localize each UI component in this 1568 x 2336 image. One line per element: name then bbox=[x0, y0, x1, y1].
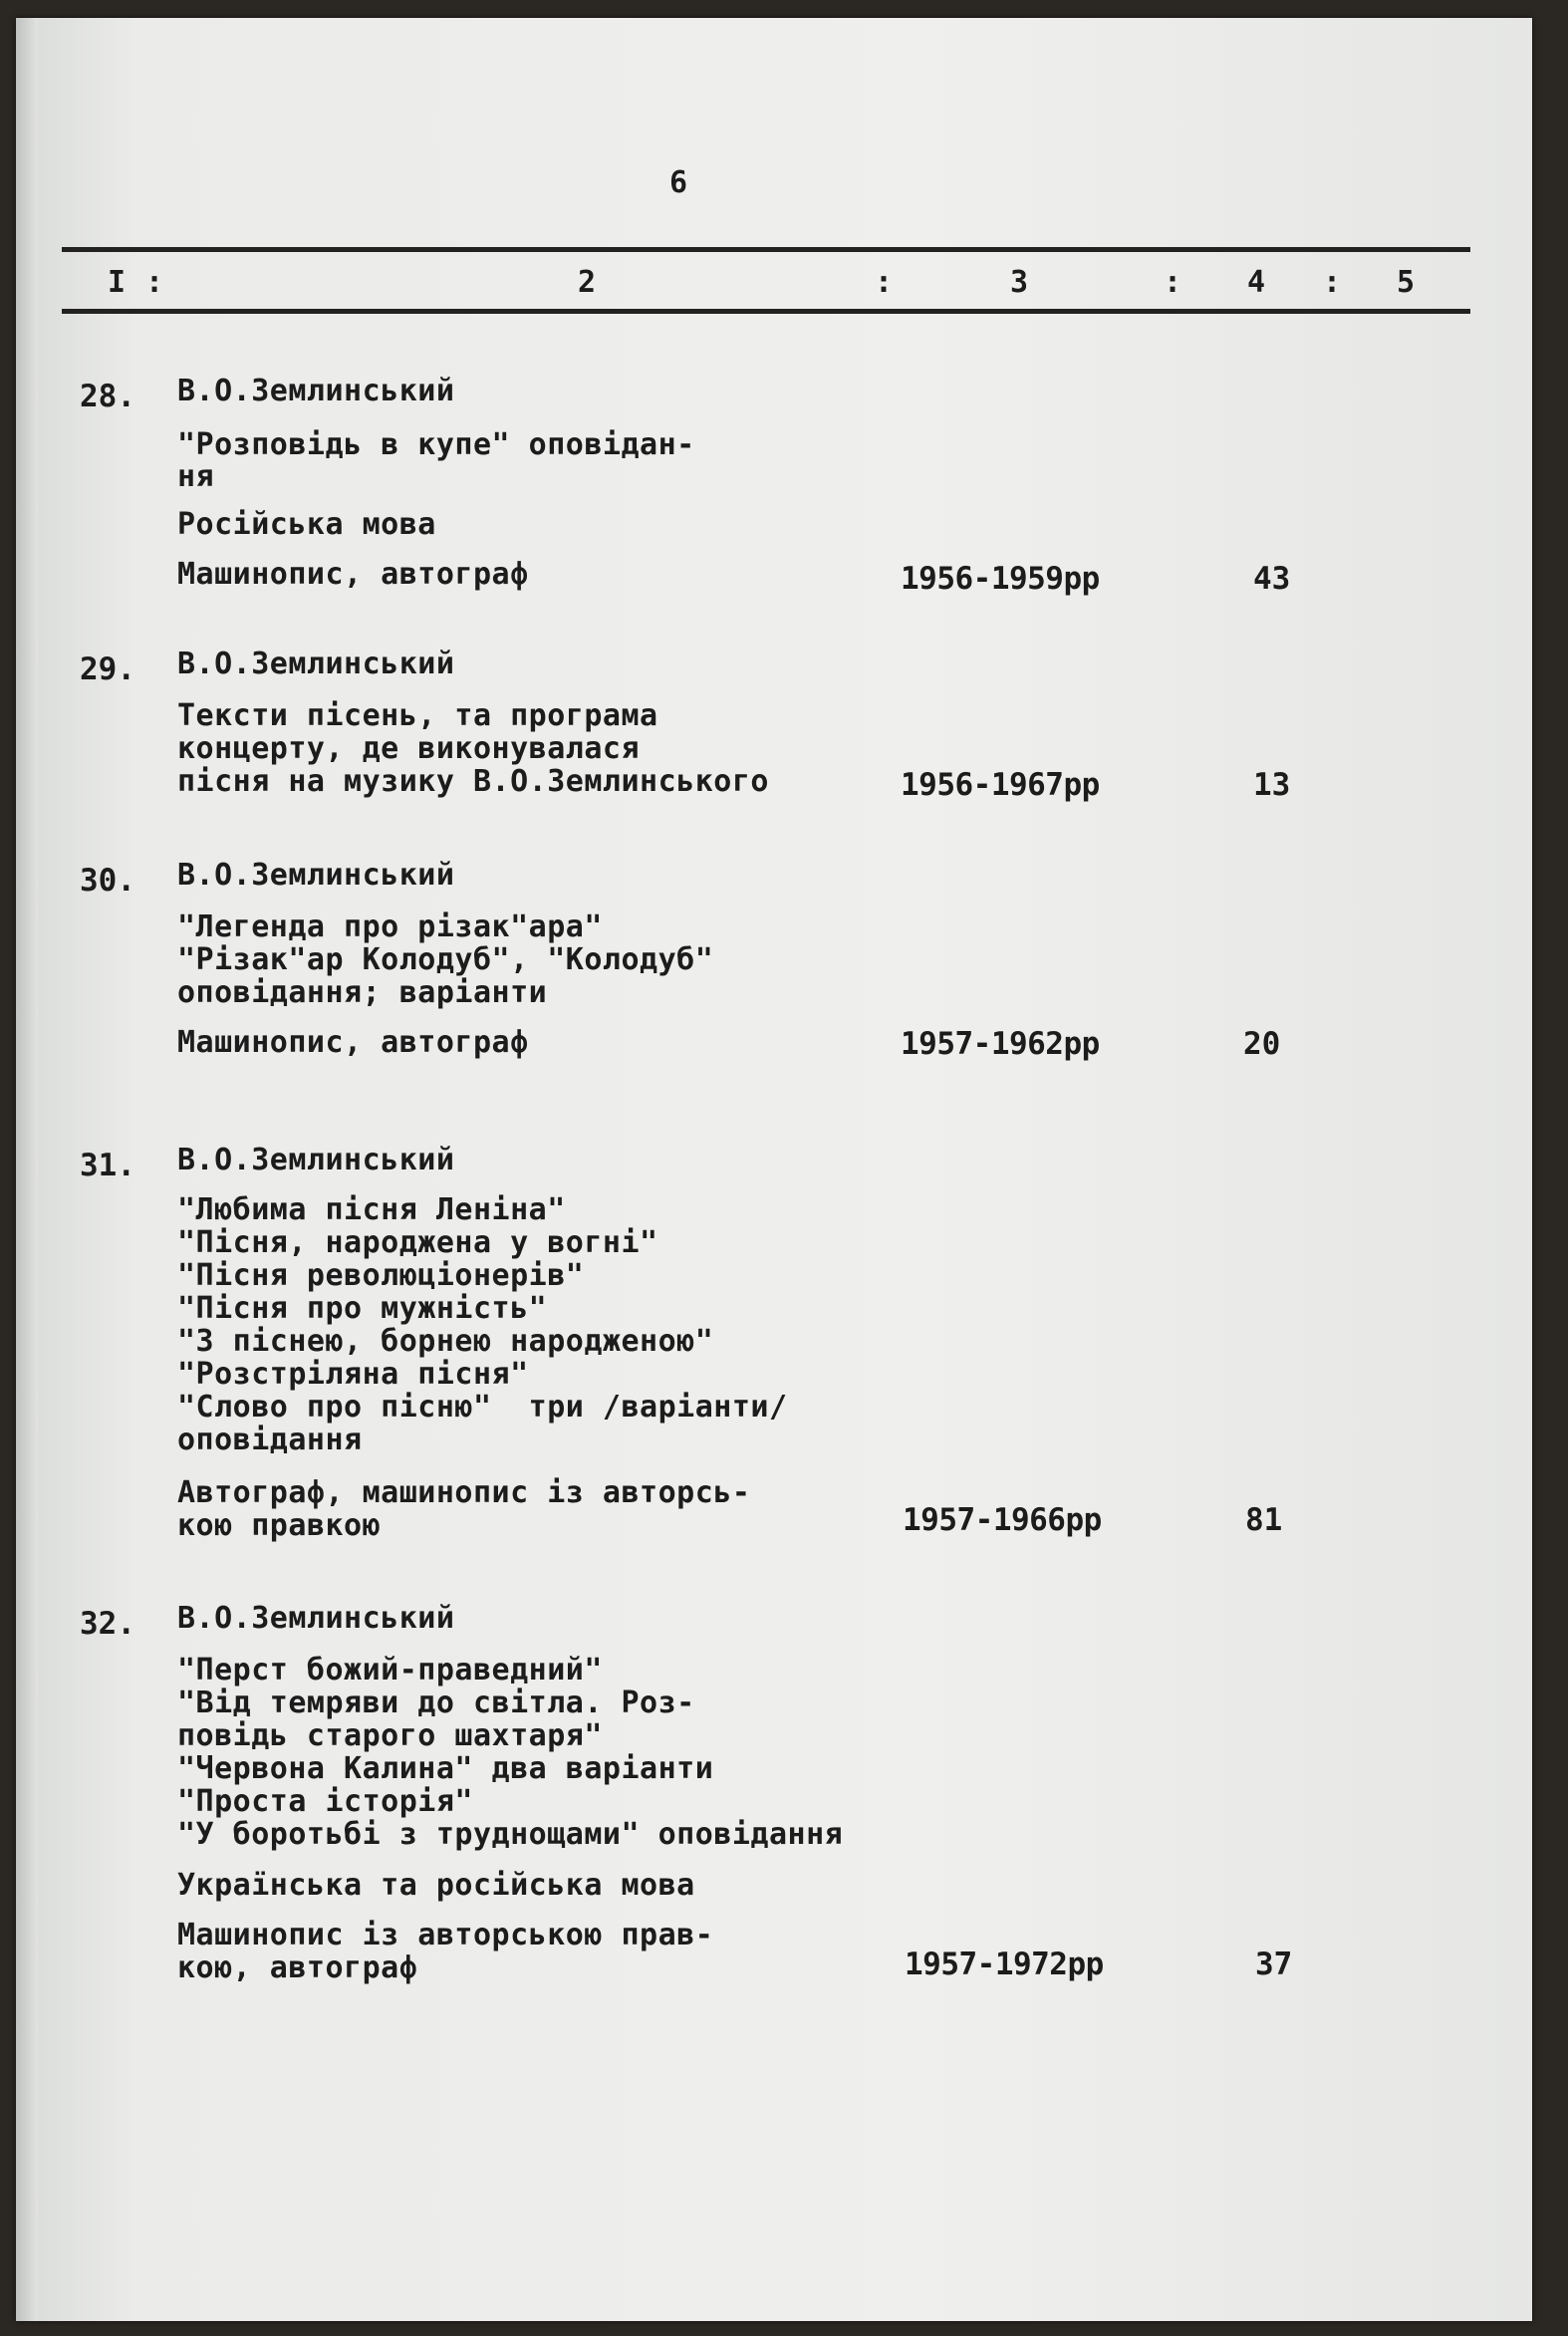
header-separator: : bbox=[145, 265, 164, 300]
header-col-3: 3 bbox=[1010, 265, 1029, 300]
entry-sheet-count: 37 bbox=[1255, 1947, 1293, 1982]
entry-number: 30. bbox=[80, 863, 135, 899]
entry-number: 31. bbox=[80, 1148, 135, 1183]
entry-number: 32. bbox=[80, 1606, 135, 1642]
entry-line: В.О.Землинський bbox=[177, 374, 455, 408]
entry-line: "Проста історія" bbox=[177, 1784, 473, 1819]
entry-line: Машинопис, автограф bbox=[177, 1025, 529, 1060]
entry-line: Автограф, машинопис із авторсь- bbox=[177, 1475, 751, 1510]
entry-sheet-count: 43 bbox=[1253, 561, 1291, 597]
entry-line: кою правкою bbox=[177, 1508, 382, 1543]
entry-sheet-count: 20 bbox=[1243, 1026, 1281, 1062]
entry-line: "Розповідь в купе" оповідан- bbox=[177, 427, 695, 462]
entry-line: "Розстріляна пісня" bbox=[177, 1357, 529, 1392]
entry-line: Українська та російська мова bbox=[177, 1868, 695, 1903]
document-page bbox=[16, 18, 1532, 2321]
header-separator: : bbox=[1164, 265, 1182, 300]
entry-line: "Пісня, народжена у вогні" bbox=[177, 1225, 658, 1260]
entry-line: Машинопис, автограф bbox=[177, 557, 529, 592]
entry-line: "Різак"ар Колодуб", "Колодуб" bbox=[177, 942, 714, 977]
header-separator: : bbox=[875, 265, 894, 300]
entry-line: В.О.Землинський bbox=[177, 647, 455, 681]
entry-sheet-count: 81 bbox=[1245, 1502, 1283, 1538]
entry-line: В.О.Землинський bbox=[177, 1143, 455, 1177]
entry-line: концерту, де виконувалася bbox=[177, 731, 641, 766]
entry-line: "Любима пісня Леніна" bbox=[177, 1192, 566, 1227]
entry-line: В.О.Землинський bbox=[177, 1601, 455, 1636]
entry-line: повідь старого шахтаря" bbox=[177, 1718, 603, 1753]
entry-line: Машинопис із авторською прав- bbox=[177, 1918, 714, 1952]
page-binding-edge bbox=[16, 18, 38, 2321]
header-col-1: I bbox=[108, 265, 127, 300]
entry-line: "Пісня революціонерів" bbox=[177, 1258, 585, 1293]
entry-years: 1956-1959рр bbox=[901, 561, 1100, 597]
header-rule-bottom bbox=[62, 309, 1470, 314]
entry-number: 29. bbox=[80, 651, 135, 687]
entry-line: В.О.Землинський bbox=[177, 858, 455, 893]
entry-line: кою, автограф bbox=[177, 1950, 418, 1985]
entry-line: "Червона Калина" два варіанти bbox=[177, 1751, 714, 1786]
entry-years: 1956-1967рр bbox=[901, 767, 1100, 803]
entry-line: ня bbox=[177, 459, 215, 494]
entry-line: "Легенда про різак"ара" bbox=[177, 909, 603, 944]
header-separator: : bbox=[1323, 265, 1342, 300]
page-number: 6 bbox=[669, 165, 688, 200]
entry-line: оповідання; варіанти bbox=[177, 975, 548, 1010]
header-rule-top bbox=[62, 247, 1470, 252]
header-col-2: 2 bbox=[578, 265, 597, 300]
entry-line: Російська мова bbox=[177, 507, 436, 542]
entry-line: "Пісня про мужність" bbox=[177, 1291, 548, 1326]
entry-years: 1957-1972рр bbox=[905, 1947, 1104, 1982]
entry-line: Тексти пісень, та програма bbox=[177, 698, 658, 733]
entry-line: "Перст божий-праведний" bbox=[177, 1653, 603, 1687]
entry-line: оповідання bbox=[177, 1423, 363, 1457]
entry-sheet-count: 13 bbox=[1253, 767, 1291, 803]
entry-line: "З піснею, борнею народженою" bbox=[177, 1324, 714, 1359]
entry-line: "Слово про пісню" три /варіанти/ bbox=[177, 1390, 788, 1425]
entry-number: 28. bbox=[80, 379, 135, 414]
entry-years: 1957-1966рр bbox=[903, 1502, 1102, 1538]
header-col-5: 5 bbox=[1397, 265, 1416, 300]
entry-years: 1957-1962рр bbox=[901, 1026, 1100, 1062]
entry-line: "Від темряви до світла. Роз- bbox=[177, 1686, 695, 1720]
entry-line: "У боротьбі з труднощами" оповідання bbox=[177, 1817, 844, 1852]
entry-line: пісня на музику В.О.Землинського bbox=[177, 764, 769, 799]
header-col-4: 4 bbox=[1247, 265, 1266, 300]
